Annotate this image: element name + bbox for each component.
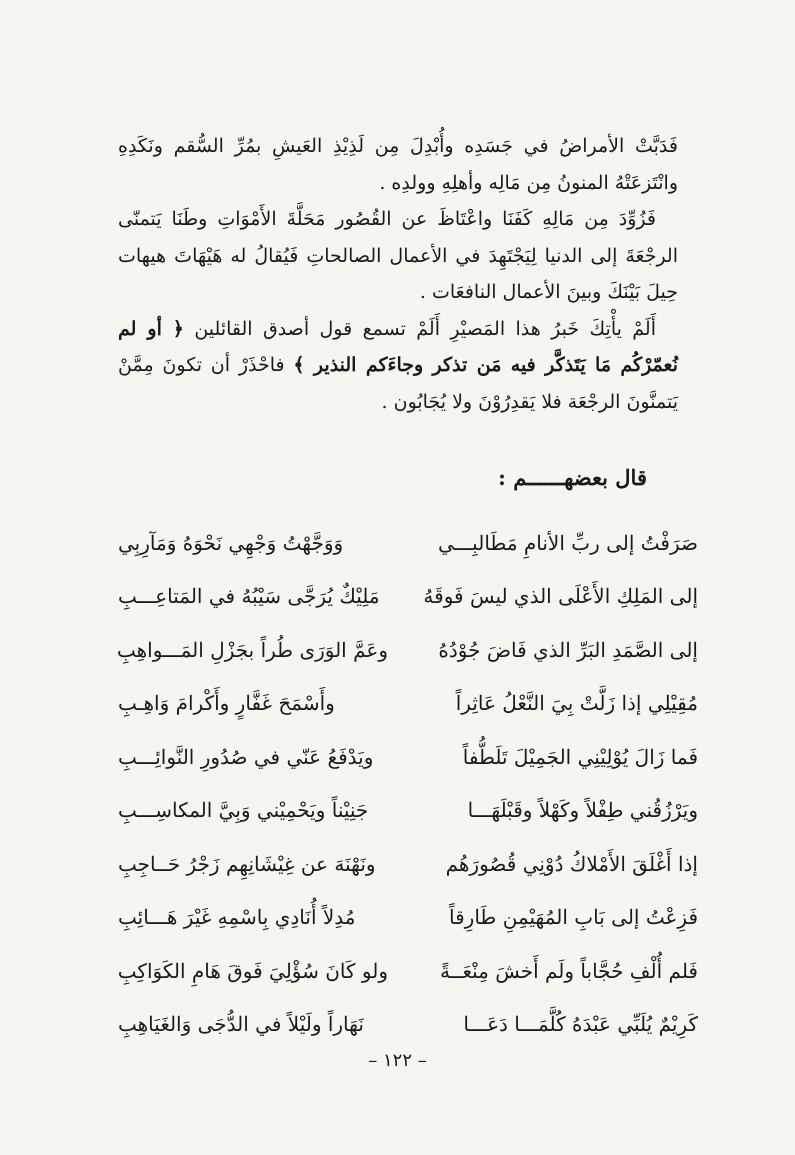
- poem-verse: [118, 944, 698, 998]
- second-hemistich: وعَمَّ الوَرَى طُراً بجَزْلِ المَـــواهِبِ: [116, 637, 388, 662]
- first-hemistich: إلى المَلِكِ الأَعْلَى الذي ليسَ فَوقَهُ: [423, 584, 698, 609]
- poem: [118, 516, 698, 1051]
- prose-text: فاحْذَرْ أن تكونَ مِمَّنْ يَتمنَّونَ الرجْعَة فلا يَقدِرُوْنَ ولا يُجَابُون .: [118, 354, 678, 413]
- prose-paragraph: فَدَبَّتْ الأمراضُ في جَسَدِه وأُبْدِلَ مِن لَذِيْذِ العَيشِ بمُرِّ السُّقم ونَكَدِهِ وانْتَزعَتْهُ المنونُ مِن مَالِه وأهلِهِ وولدِه .: [118, 135, 678, 194]
- quran-quote: ﴿ أو لم نُعمّرْكُم مَا يَتَذكَّر فيه مَن تذكر وجاءَكم النذير ﴾: [118, 317, 678, 376]
- poem-verse: [118, 891, 698, 945]
- first-hemistich: كَرِيْمٌ يُلَبِّي عَبْدَهُ كُلَّمَـــا دَعَـــا: [463, 1012, 698, 1037]
- prose-block: [118, 128, 678, 420]
- poem-verse: [118, 516, 698, 570]
- first-hemistich: صَرَفْتُ إلى ربِّ الأنامِ مَطَالبِـــي: [437, 530, 698, 555]
- second-hemistich: مَلِيْكٌ يُرَجَّى سَيْبُهُ في المَتاعِـــبِ: [118, 584, 380, 609]
- first-hemistich: ويَرْزُقُني طِفْلاً وكَهْلاً وقَبْلَهَـــا: [467, 798, 698, 823]
- second-hemistich: ولو كَانَ سُؤْلِيَ فَوقَ هَامِ الكَوَاكِبِ: [117, 958, 388, 983]
- prose-text: أَلَمْ يأْتِكَ خَبرُ هذا المَصيْرِ أَلَمْ تسمع قول أصدق القائلين: [183, 317, 656, 340]
- first-hemistich: إلى الصَّمَدِ البَرِّ الذي فَاضَ جُوْدُهُ: [438, 637, 698, 662]
- second-hemistich: وأَسْمَحَ غَفَّارٍ وأَكْرامَ وَاهِـبِ: [118, 691, 335, 716]
- second-hemistich: ويَدْفَعُ عَنّي في صُدُورِ النَّوائِـــبِ: [118, 744, 374, 769]
- second-hemistich: وَوَجَّهْتُ وَجْهِي نَحْوَهُ وَمَآرِبِي: [118, 530, 344, 555]
- poem-verse: [118, 998, 698, 1052]
- poem-verse: [118, 730, 698, 784]
- second-hemistich: مُدِلاً أُنَادِي بِاسْمِهِ غَيْرَ هَـــائِبِ: [118, 905, 356, 930]
- poem-verse: [118, 837, 698, 891]
- poem-verse: [118, 570, 698, 624]
- first-hemistich: فَلم أُلْفِ حُجَّاباً ولَم أَخشَ مِنْعَــةً: [440, 958, 698, 983]
- prose-paragraph-quran: [118, 311, 678, 421]
- second-hemistich: نَهَاراً ولَيْلاً في الدُّجَى وَالغَيَاهِبِ: [118, 1012, 364, 1037]
- first-hemistich: فَزِعْتُ إلى بَابِ المُهَيْمِنِ طَارِقاً: [449, 905, 698, 930]
- first-hemistich: فَما زَالَ يُوْلِيْنِي الجَمِيْلَ تَلَطُّفاً: [462, 744, 698, 769]
- first-hemistich: مُقِيْلِي إذا زَلَّتْ بِيَ النَّعْلُ عَاثِراً: [455, 691, 698, 716]
- prose-paragraph: فَزُوِّدَ مِن مَالِهِ كَفَنَا واعْتَاظَ عن القُصُور مَحَلَّةَ الأَمْوَاتِ وطَنَا يَتمنّى الرجْعَةَ إلى الدنيا لِيَجْتَهِدَ في الأعمال الصالحاتِ فَيُقالُ له هَيْهَاتَ هيهات حِيلَ بَيْنَكَ وبينَ الأعمال النافعَات .: [118, 208, 678, 303]
- second-hemistich: جَنِيْناً ويَحْمِيْني وَبِيَّ المكاسِـــبِ: [118, 798, 369, 823]
- poem-verse: [118, 784, 698, 838]
- poem-heading: قال بعضهــــــم :: [498, 465, 647, 490]
- first-hemistich: إذا أَغْلَقَ الأَمْلاكُ دُوْنِي قُصُورَهُم: [445, 851, 698, 876]
- page-number: – ١٢٢ –: [368, 1050, 427, 1071]
- poem-verse: [118, 677, 698, 731]
- poem-verse: [118, 623, 698, 677]
- second-hemistich: ونَهْنَهَ عن غِيْشَانِهِم زَجْرُ حَــاجِبِ: [118, 851, 376, 876]
